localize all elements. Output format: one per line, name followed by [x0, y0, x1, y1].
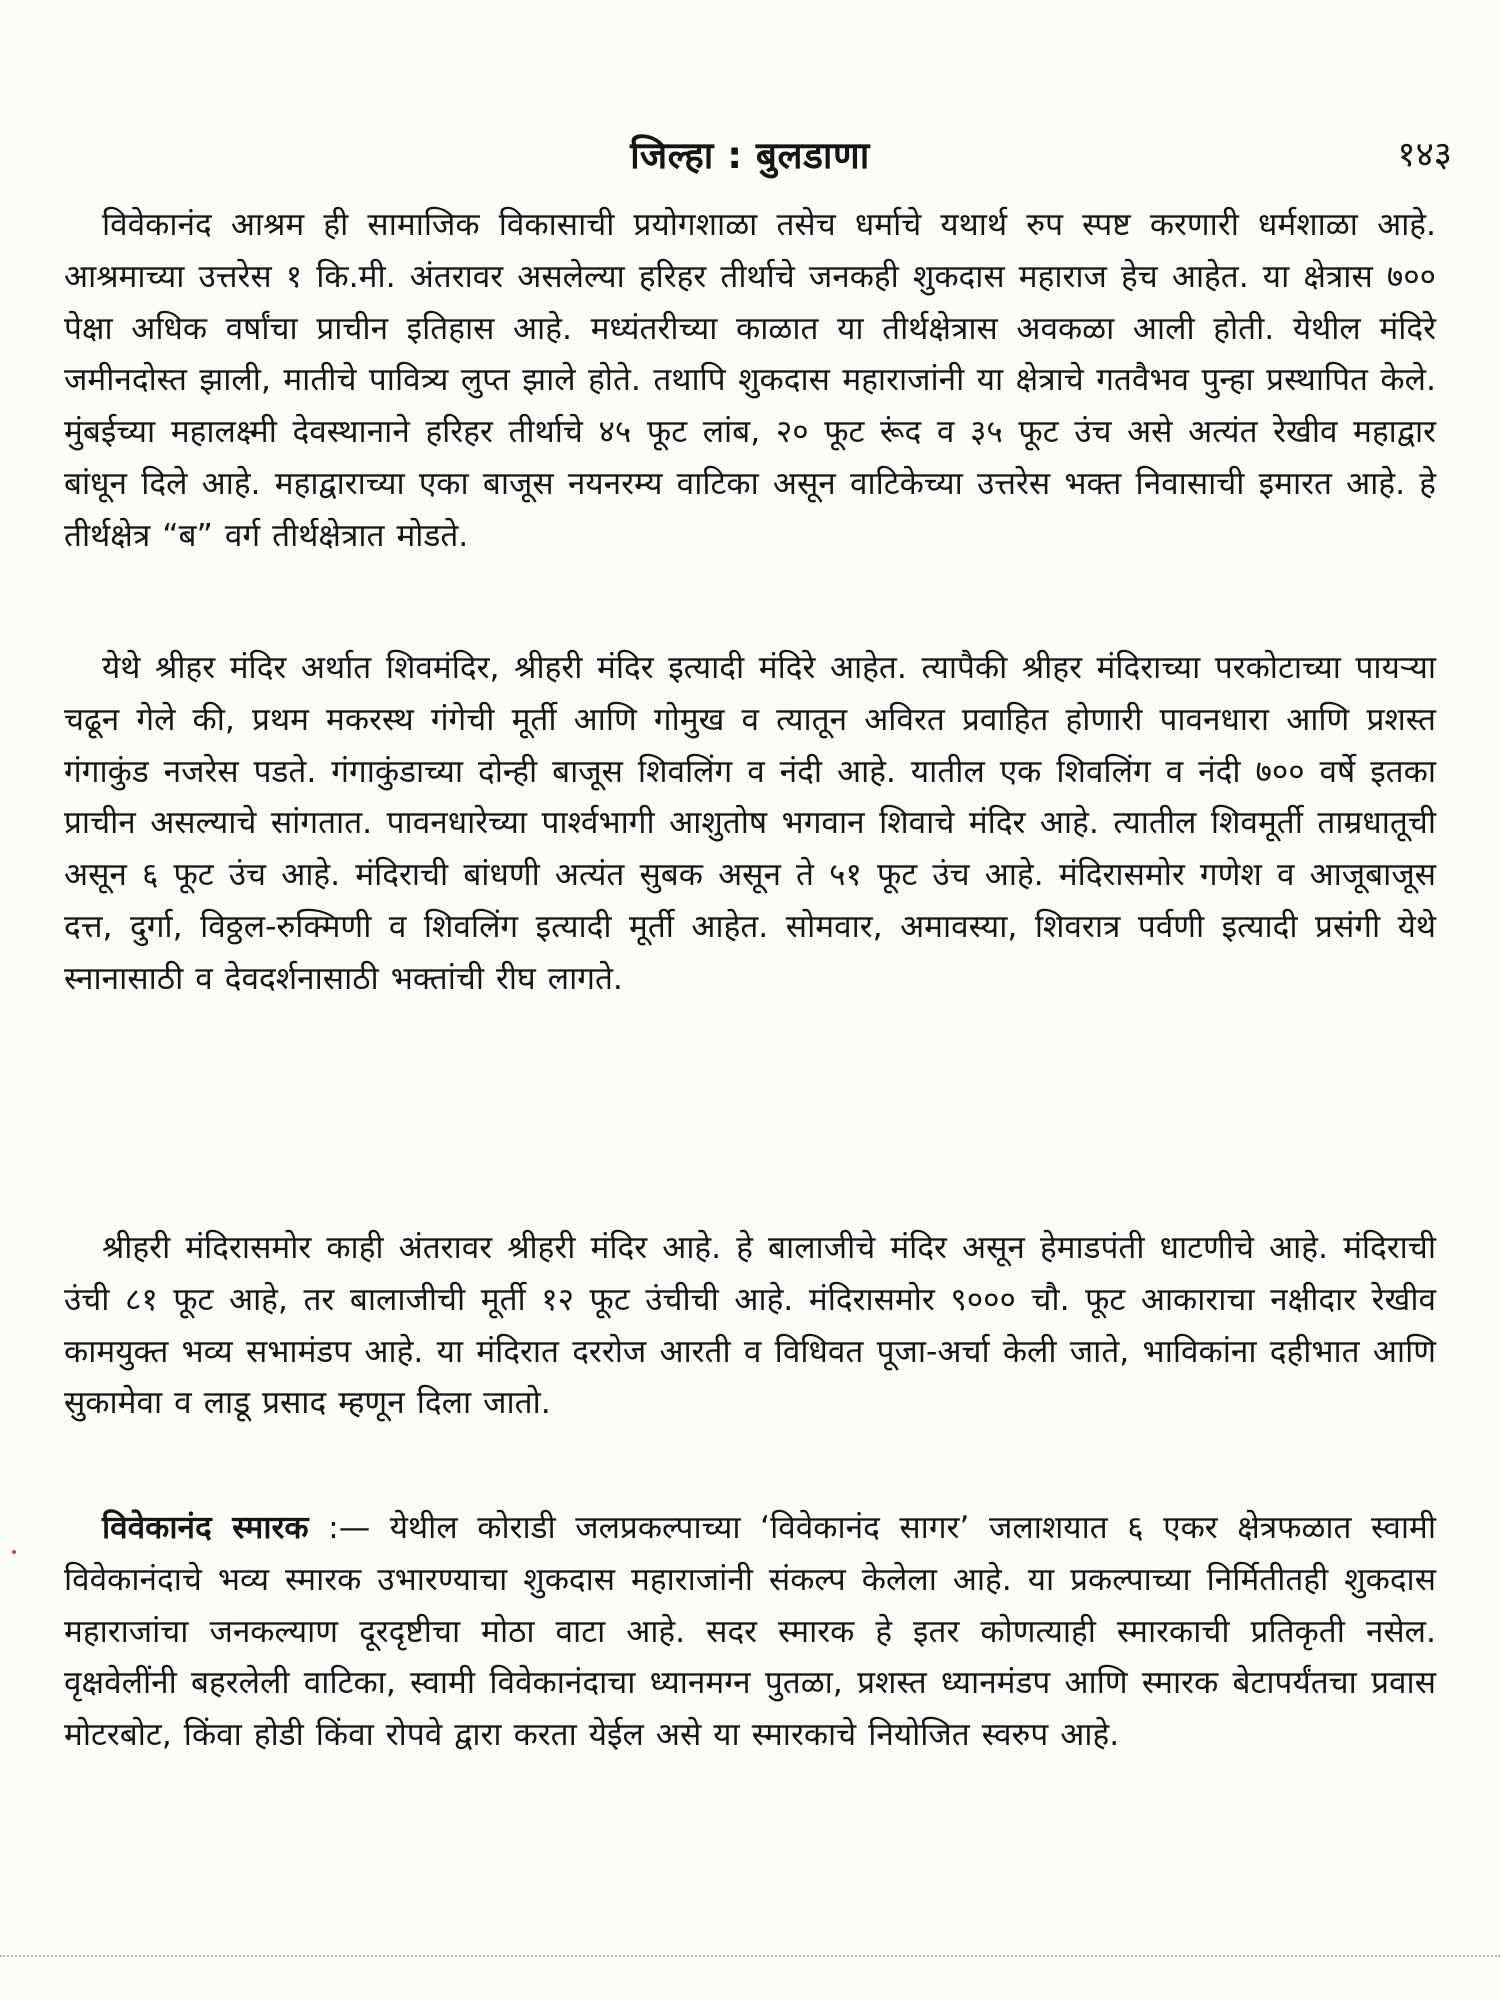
paragraph-text: :— येथील कोराडी जलप्रकल्पाच्या ‘विवेकानंद सागर’ जलाशयात ६ एकर क्षेत्रफळात स्वामी विवेकानंदाचे भव्य स्मारक उभारण्याचा शुकदास महाराजांनी संकल्प केलेला आहे. या प्रकल्पाच्या निर्मितीतही शुकदास महाराजांचा जनकल्याण दूरदृष्टीचा मोठा वाटा आहे. सदर स्मारक हे इतर कोणत्याही स्मारकाची प्रतिकृती नसेल. वृक्षवेलींनी बहरलेली वाटिका, स्वामी विवेकानंदाचा ध्यानमग्न पुतळा, प्रशस्त ध्यानमंडप आणि स्मारक बेटापर्यंतचा प्रवास मोटरबोट, किंवा होडी किंवा रोपवे द्वारा करता येईल असे या स्मारकाचे नियोजित स्वरुप आहे. [64, 1510, 1436, 1754]
paragraph-vivekanand-memorial [64, 1503, 1436, 1762]
paragraph-shrihar-temple [64, 643, 1436, 1006]
memorial-heading: विवेकानंद स्मारक [102, 1510, 309, 1546]
paragraph-text: येथे श्रीहर मंदिर अर्थात शिवमंदिर, श्रीहरी मंदिर इत्यादी मंदिरे आहेत. त्यापैकी श्रीहर मंदिराच्या परकोटाच्या पायऱ्या चढून गेले की, प्रथम मकरस्थ गंगेची मूर्ती आणि गोमुख व त्यातून अविरत प्रवाहित होणारी पावनधारा आणि प्रशस्त गंगाकुंड नजरेस पडते. गंगाकुंडाच्या दोन्ही बाजूस शिवलिंग व नंदी आहे. यातील एक शिवलिंग व नंदी ७०० वर्षे इतका प्राचीन असल्याचे सांगतात. पावनधारेच्या पार्श्वभागी आशुतोष भगवान शिवाचे मंदिर आहे. त्यातील शिवमूर्ती ताम्रधातूची असून ६ फूट उंच आहे. मंदिराची बांधणी अत्यंत सुबक असून ते ५१ फूट उंच आहे. मंदिरासमोर गणेश व आजूबाजूस दत्त, दुर्गा, विठ्ठल-रुक्मिणी व शिवलिंग इत्यादी मूर्ती आहेत. सोमवार, अमावस्या, शिवरात्र पर्वणी इत्यादी प्रसंगी येथे स्नानासाठी व देवदर्शनासाठी भक्तांची रीघ लागते. [64, 650, 1436, 997]
page-number: १४३ [1397, 135, 1452, 175]
margin-ink-dot [12, 1550, 16, 1554]
paragraph-shrihari-temple [64, 1223, 1436, 1430]
bottom-dotted-rule [0, 1955, 1500, 1961]
paragraph-text: विवेकानंद आश्रम ही सामाजिक विकासाची प्रयोगशाळा तसेच धर्माचे यथार्थ रुप स्पष्ट करणारी धर्मशाळा आहे. आश्रमाच्या उत्तरेस १ कि.मी. अंतरावर असलेल्या हरिहर तीर्थाचे जनकही शुकदास महाराज हेच आहेत. या क्षेत्रास ७०० पेक्षा अधिक वर्षांचा प्राचीन इतिहास आहे. मध्यंतरीच्या काळात या तीर्थक्षेत्रास अवकळा आली होती. येथील मंदिरे जमीनदोस्त झाली, मातीचे पावित्र्य लुप्त झाले होते. तथापि शुकदास महाराजांनी या क्षेत्राचे गतवैभव पुन्हा प्रस्थापित केले. मुंबईच्या महालक्ष्मी देवस्थानाने हरिहर तीर्थाचे ४५ फूट लांब, २० फूट रूंद व ३५ फूट उंच असे अत्यंत रेखीव महाद्वार बांधून दिले आहे. महाद्वाराच्या एका बाजूस नयनरम्य वाटिका असून वाटिकेच्या उत्तरेस भक्त निवासाची इमारत आहे. हे तीर्थक्षेत्र “ब” वर्ग तीर्थक्षेत्रात मोडते. [64, 207, 1436, 554]
paragraph-text: श्रीहरी मंदिरासमोर काही अंतरावर श्रीहरी मंदिर आहे. हे बालाजीचे मंदिर असून हेमाडपंती धाटणीचे आहे. मंदिराची उंची ८१ फूट आहे, तर बालाजीची मूर्ती १२ फूट उंचीची आहे. मंदिरासमोर ९००० चौ. फूट आकाराचा नक्षीदार रेखीव कामयुक्त भव्य सभामंडप आहे. या मंदिरात दररोज आरती व विधिवत पूजा-अर्चा केली जाते, भाविकांना दहीभात आणि सुकामेवा व लाडू प्रसाद म्हणून दिला जातो. [64, 1230, 1436, 1422]
paragraph-ashram-harihar [64, 200, 1436, 563]
page-title: जिल्हा : बुलडाणा [630, 134, 870, 177]
